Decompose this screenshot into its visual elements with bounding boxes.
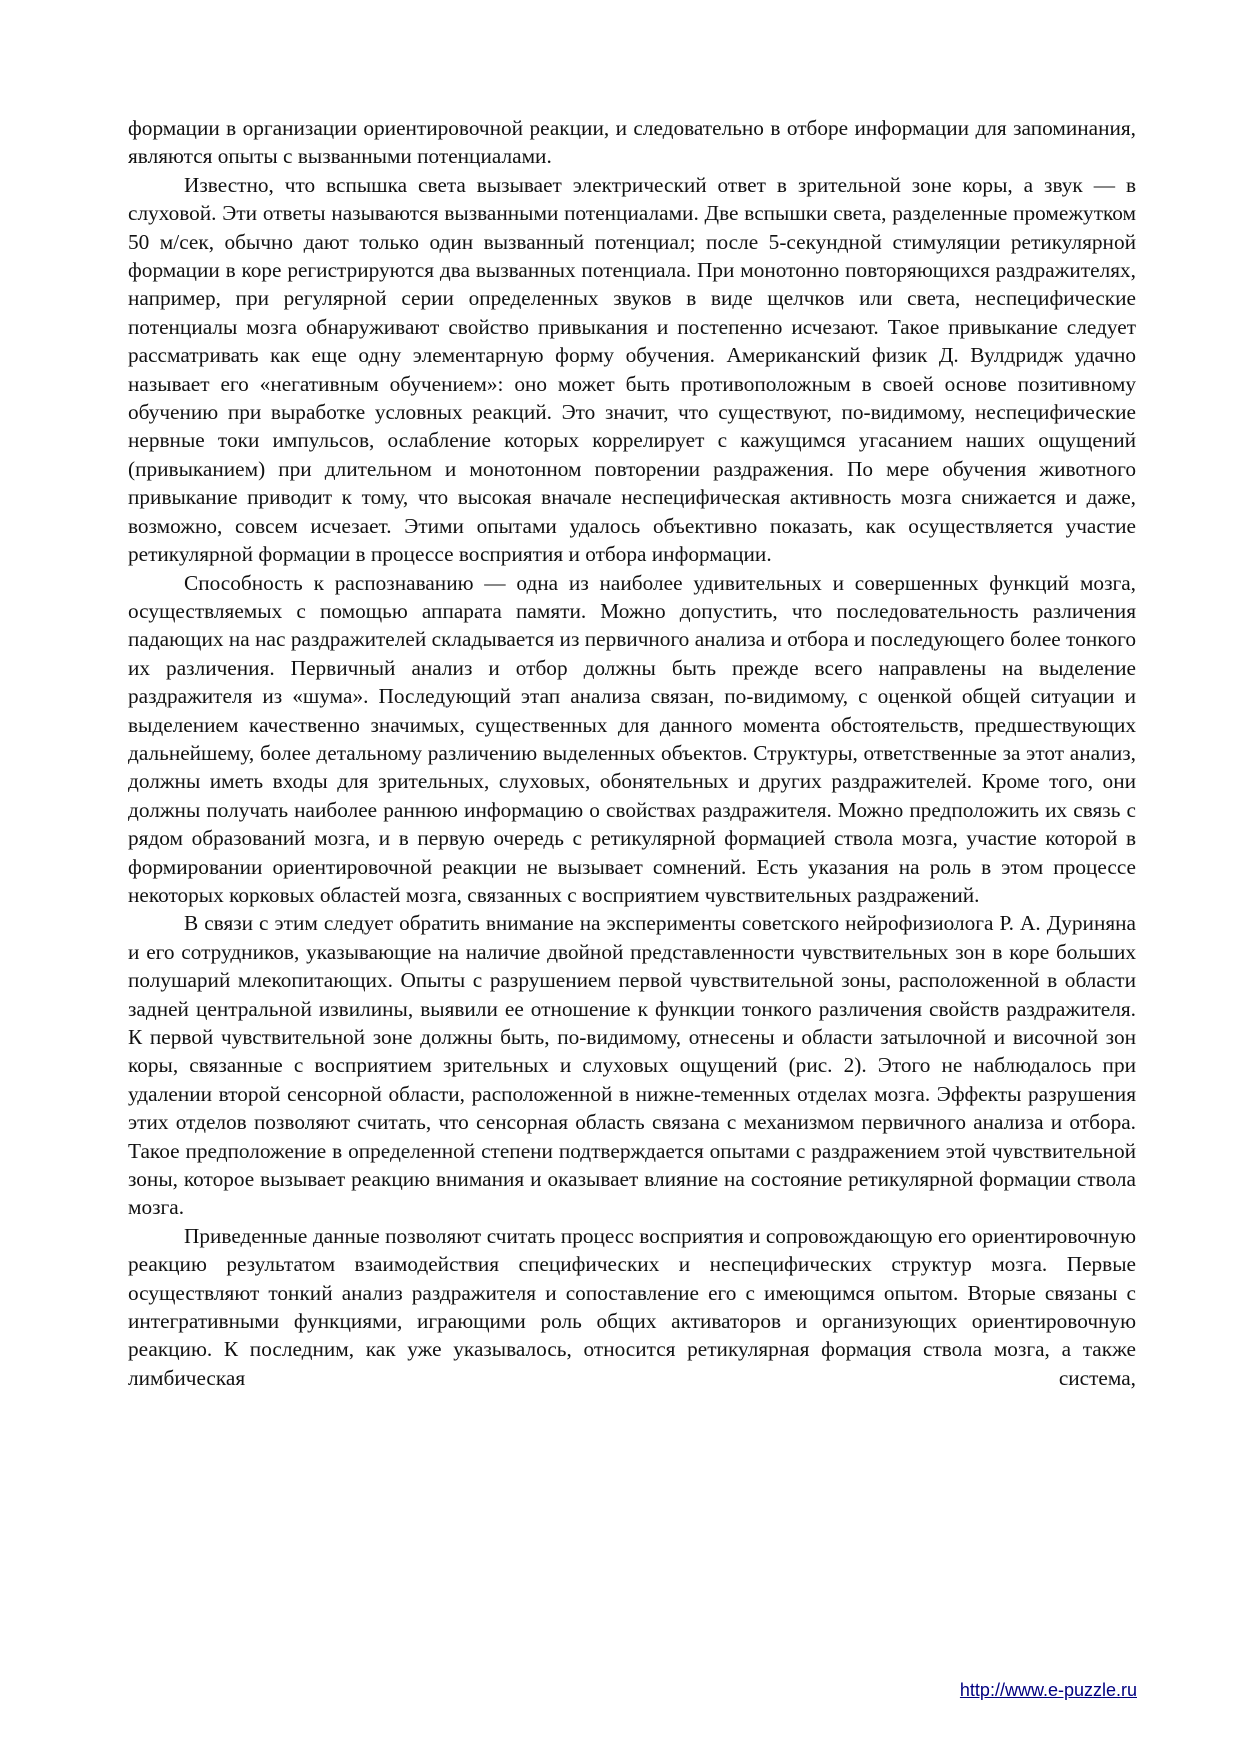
paragraph: В связи с этим следует обратить внимание на эксперименты советского нейрофизиолога Р. А. Дуриняна и его сотрудников, указывающие на наличие двойной представленности чувствительных зон в коре больших полушарий млекопитающих. Опыты с разрушением первой чувствительной зоны, расположенной в области задней центральной извилины, выявили ее отношение к функции тонкого различения свойств раздражителя. К первой чувствительной зоне должны быть, по-видимому, отнесены и области затылочной и височной зон коры, связанные с восприятием зрительных и слуховых ощущений (рис. 2). Этого не наблюдалось при удалении второй сенсорной области, расположенной в нижне-теменных отделах мозга. Эффекты разрушения этих отделов позволяют считать, что сенсорная область связана с механизмом первичного анализа и отбора. Такое предположение в определенной степени подтверждается опытами с раздражением этой чувствительной зоны, которое вызывает реакцию внимания и оказывает влияние на состояние ретикулярной формации ствола мозга. <box>128 911 1136 1220</box>
document-body <box>128 114 1136 1392</box>
paragraph: Известно, что вспышка света вызывает электрический ответ в зрительной зоне коры, а звук — в слуховой. Эти ответы называются вызванными потенциалами. Две вспышки света, разделенные промежутком 50 м/сек, обычно дают только один вызванный потенциал; после 5-секундной стимуляции ретикулярной формации в коре регистрируются два вызванных потенциала. При монотонно повторяющихся раздражителях, например, при регулярной серии определенных звуков в виде щелчков или света, неспецифические потенциалы мозга обнаруживают свойство привыкания и постепенно исчезают. Такое привыкание следует рассматривать как еще одну элементарную форму обучения. Американский физик Д. Вулдридж удачно называет его «негативным обучением»: оно может быть противоположным в своей основе позитивному обучению при выработке условных реакций. Это значит, что существуют, по-видимому, неспецифические нервные токи импульсов, ослабление которых коррелирует с кажущимся угасанием наших ощущений (привыканием) при длительном и монотонном повторении раздражения. По мере обучения животного привыкание приводит к тому, что высокая вначале неспецифическая активность мозга снижается и даже, возможно, совсем исчезает. Этими опытами удалось объективно показать, как осуществляется участие ретикулярной формации в процессе восприятия и отбора информации. <box>128 172 1136 567</box>
footer-website-link[interactable]: http://www.e-puzzle.ru <box>959 1680 1137 1700</box>
paragraph: формации в организации ориентировочной реакции, и следовательно в отборе информации для запоминания, являются опыты с вызванными потенциалами. <box>128 116 1136 169</box>
paragraph: Приведенные данные позволяют считать процесс восприятия и сопровождающую его ориентировочную реакцию результатом взаимодействия специфических и неспецифических структур мозга. Первые осуществляют тонкий анализ раздражителя и сопоставление его с имеющимся опытом. Вторые связаны с интегративными функциями, играющими роль общих активаторов и организующих ориентировочную реакцию. К последним, как уже указывалось, относится ретикулярная формация ствола мозга, а также лимбическая система, <box>128 1223 1136 1390</box>
paragraph: Способность к распознаванию — одна из наиболее удивительных и совершенных функций мозга, осуществляемых с помощью аппарата памяти. Можно допустить, что последовательность различения падающих на нас раздражителей складывается из первичного анализа и отбора и последующего более тонкого их различения. Первичный анализ и отбор должны быть прежде всего направлены на выделение раздражителя из «шума». Последующий этап анализа связан, по-видимому, с оценкой общей ситуации и выделением качественно значимых, существенных для данного момента обстоятельств, предшествующих дальнейшему, более детальному различению выделенных объектов. Структуры, ответственные за этот анализ, должны иметь входы для зрительных, слуховых, обонятельных и других раздражителей. Кроме того, они должны получать наиболее раннюю информацию о свойствах раздражителя. Можно предположить их связь с рядом образований мозга, и в первую очередь с ретикулярной формацией ствола мозга, участие которой в формировании ориентировочной реакции не вызывает сомнений. Есть указания на роль в этом процессе некоторых корковых областей мозга, связанных с восприятием чувствительных раздражений. <box>128 570 1136 907</box>
